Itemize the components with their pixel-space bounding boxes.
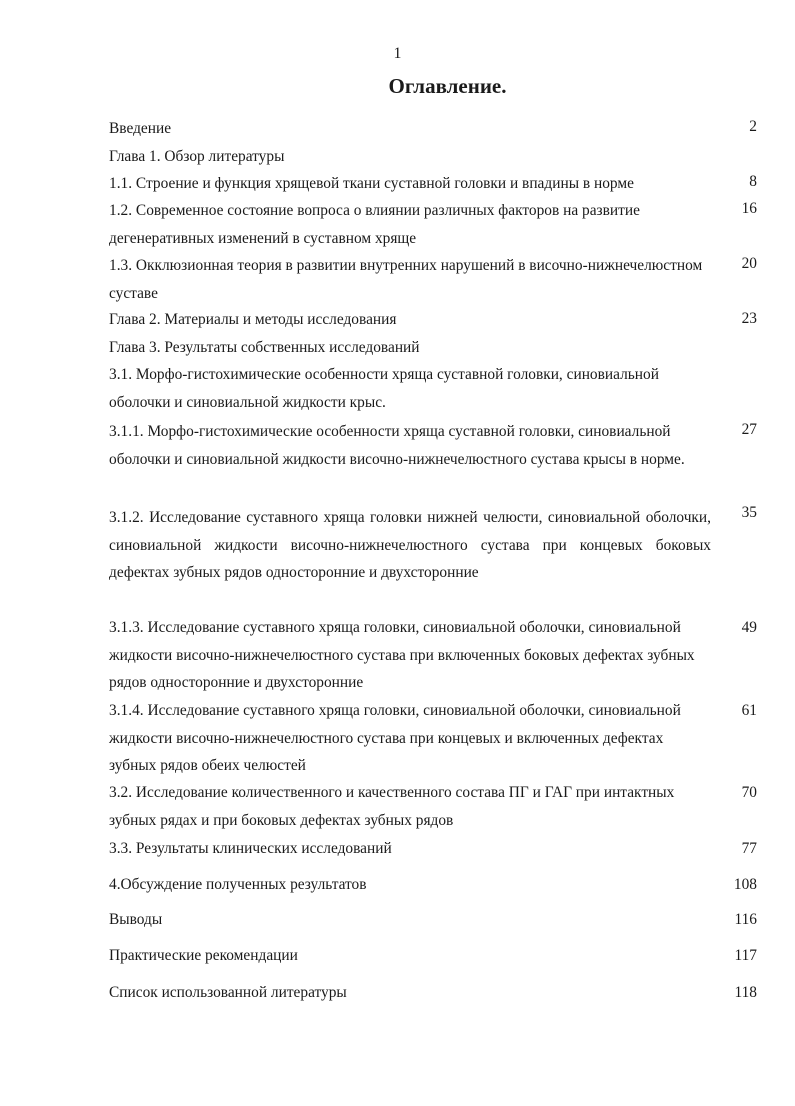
toc-entry-3-3[interactable]: 3.3. Результаты клинических исследований [109,840,392,857]
toc-page-references: 118 [734,984,757,1001]
toc-entry-3-2[interactable]: 3.2. Исследование количественного и качественного состава ПГ и ГАГ при интактных зубных рядах и при боковых дефектах зубных рядов [109,784,675,829]
toc-page-3-1-4: 61 [741,702,757,719]
toc-page-3-3: 77 [741,840,757,857]
toc-page-3-1-2: 35 [741,504,757,521]
toc-page-discussion: 108 [733,876,757,893]
page-number: 1 [393,45,402,62]
toc-page-introduction: 2 [749,118,757,135]
toc-entry-1-3[interactable]: 1.3. Окклюзионная теория в развитии внутренних нарушений в височно-нижнечелюстном суставе [109,257,703,302]
toc-entry-introduction[interactable]: Введение [109,120,172,137]
toc-page-3-1-3: 49 [741,619,757,636]
toc-entry-1-1[interactable]: 1.1. Строение и функция хрящевой ткани суставной головки и впадины в норме [109,175,634,192]
toc-entry-discussion[interactable]: 4.Обсуждение полученных результатов [109,876,367,893]
toc-entry-chapter-1[interactable]: Глава 1. Обзор литературы [109,148,285,165]
page-title: Оглавление. [388,74,507,98]
toc-entry-1-2[interactable]: 1.2. Современное состояние вопроса о влиянии различных факторов на развитие дегенеративных изменений в суставном хряще [109,202,640,247]
toc-page-1-1: 8 [749,173,757,190]
toc-entry-3-1-4[interactable]: 3.1.4. Исследование суставного хряща головки, синовиальной оболочки, синовиальной жидкости височно-нижнечелюстного сустава при концевых и включенных дефектах зубных рядов обеих челюстей [109,702,681,774]
toc-page-3-1-1: 27 [741,421,757,438]
toc-entry-3-1[interactable]: 3.1. Морфо-гистохимические особенности хряща суставной головки, синовиальной оболочки и синовиальной жидкости крыс. [109,366,659,411]
toc-page-1-2: 16 [741,200,757,217]
toc-entry-recommendations[interactable]: Практические рекомендации [109,947,298,964]
toc-entry-conclusions[interactable]: Выводы [109,911,163,928]
toc-entry-references[interactable]: Список использованной литературы [109,984,347,1001]
toc-page-3-2: 70 [741,784,757,801]
toc-entry-chapter-2[interactable]: Глава 2. Материалы и методы исследования [109,311,397,328]
toc-entry-3-1-3[interactable]: 3.1.3. Исследование суставного хряща головки, синовиальной оболочки, синовиальной жидкости височно-нижнечелюстного сустава при включенных боковых дефектах зубных рядов односторонние и двухсторонние [109,619,695,691]
toc-entry-3-1-2[interactable]: 3.1.2. Исследование суставного хряща головки нижней челюсти, синовиальной оболочки, синовиальной жидкости височно-нижнечелюстного сустава при концевых боковых дефектах зубных рядов односторонние и двухсторонние [109,509,711,581]
toc-entry-chapter-3[interactable]: Глава 3. Результаты собственных исследований [109,339,420,356]
toc-entry-3-1-1[interactable]: 3.1.1. Морфо-гистохимические особенности хряща суставной головки, синовиальной оболочки и синовиальной жидкости височно-нижнечелюстного сустава крысы в норме. [109,423,685,468]
toc-page-conclusions: 116 [734,911,757,928]
toc-page-1-3: 20 [741,255,757,272]
toc-page-chapter-2: 23 [741,310,757,327]
toc-page-recommendations: 117 [734,947,757,964]
